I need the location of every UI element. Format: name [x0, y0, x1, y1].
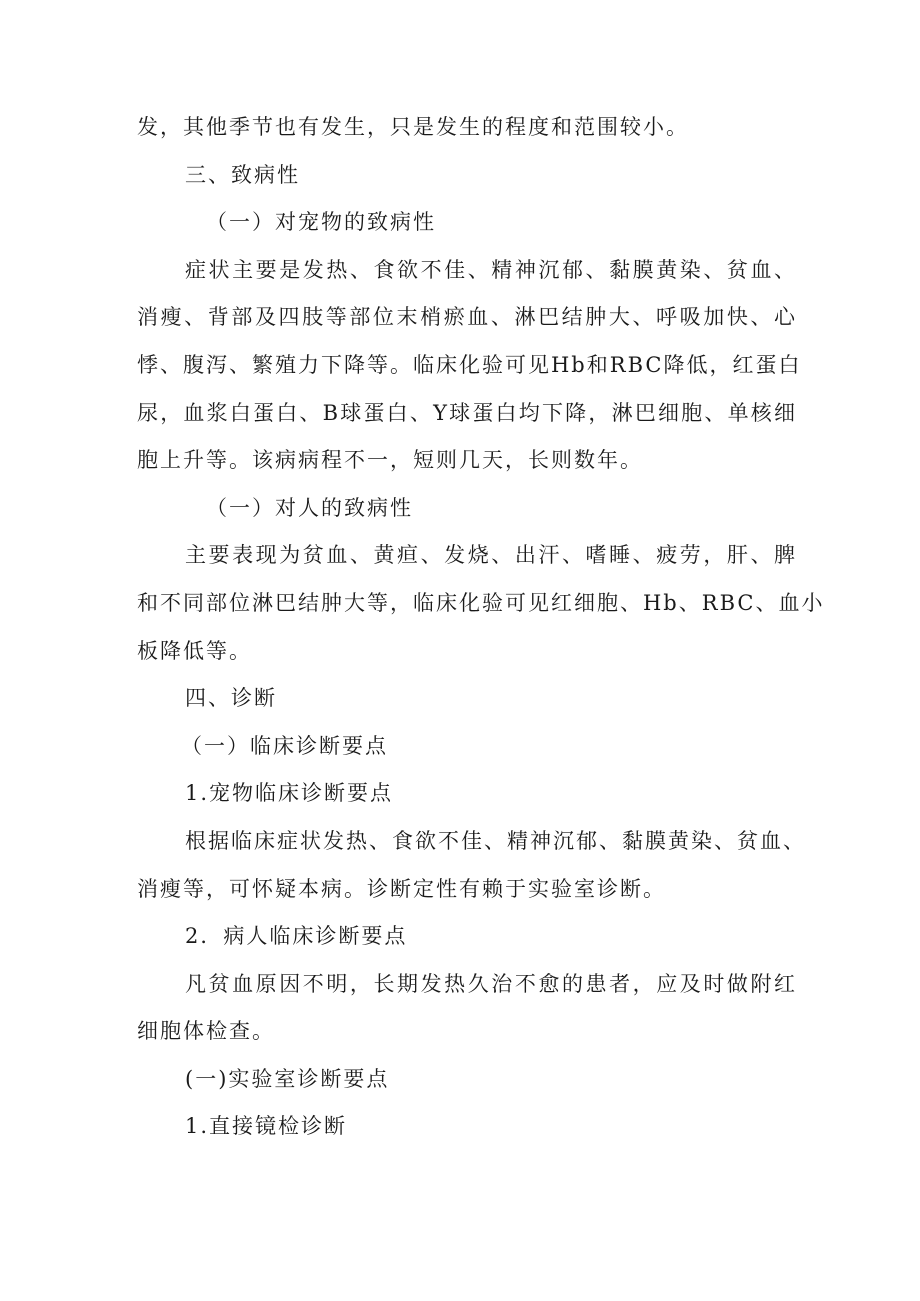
item-heading-pet-clinical: 1.宠物临床诊断要点: [185, 781, 394, 806]
paragraph-line: 和不同部位淋巴结肿大等，临床化验可见红细胞、Hb、RBC、血小: [137, 590, 825, 615]
paragraph-line: 胞上升等。该病病程不一，短则几天，长则数年。: [137, 448, 643, 473]
paragraph-line: 细胞体检查。: [137, 1019, 275, 1044]
paragraph-line: 板降低等。: [137, 638, 252, 663]
item-heading-direct-microscopy: 1.直接镜检诊断: [185, 1114, 348, 1139]
subsection-heading-humans: （一）对人的致病性: [206, 495, 413, 520]
subsection-heading-clinical: （一）临床诊断要点: [181, 733, 388, 758]
item-heading-human-clinical: 2．病人临床诊断要点: [185, 924, 408, 949]
section-heading-diagnosis: 四、诊断: [185, 686, 277, 711]
subsection-heading-pets: （一）对宠物的致病性: [206, 210, 436, 235]
paragraph-line: 凡贫血原因不明，长期发热久治不愈的患者，应及时做附红: [185, 971, 797, 996]
paragraph-line: 悸、腹泻、繁殖力下降等。临床化验可见Hb和RBC降低，红蛋白: [137, 352, 802, 377]
paragraph-line: 主要表现为贫血、黄疸、发烧、出汗、嗜睡、疲劳，肝、脾: [185, 543, 797, 568]
section-heading-pathogenicity: 三、致病性: [185, 162, 300, 187]
document-body: [137, 104, 825, 1151]
paragraph-line: 症状主要是发热、食欲不佳、精神沉郁、黏膜黄染、贫血、: [185, 257, 797, 282]
paragraph-line: 尿，血浆白蛋白、B球蛋白、Y球蛋白均下降，淋巴细胞、单核细: [137, 400, 797, 425]
subsection-heading-laboratory: (一)实验室诊断要点: [185, 1066, 390, 1091]
paragraph-line: 消瘦等，可怀疑本病。诊断定性有赖于实验室诊断。: [137, 876, 666, 901]
paragraph-line: 根据临床症状发热、食欲不佳、精神沉郁、黏膜黄染、贫血、: [185, 828, 806, 853]
paragraph-line: 消瘦、背部及四肢等部位末梢瘀血、淋巴结肿大、呼吸加快、心: [137, 305, 797, 330]
paragraph-line: 发，其他季节也有发生，只是发生的程度和范围较小。: [137, 115, 689, 139]
